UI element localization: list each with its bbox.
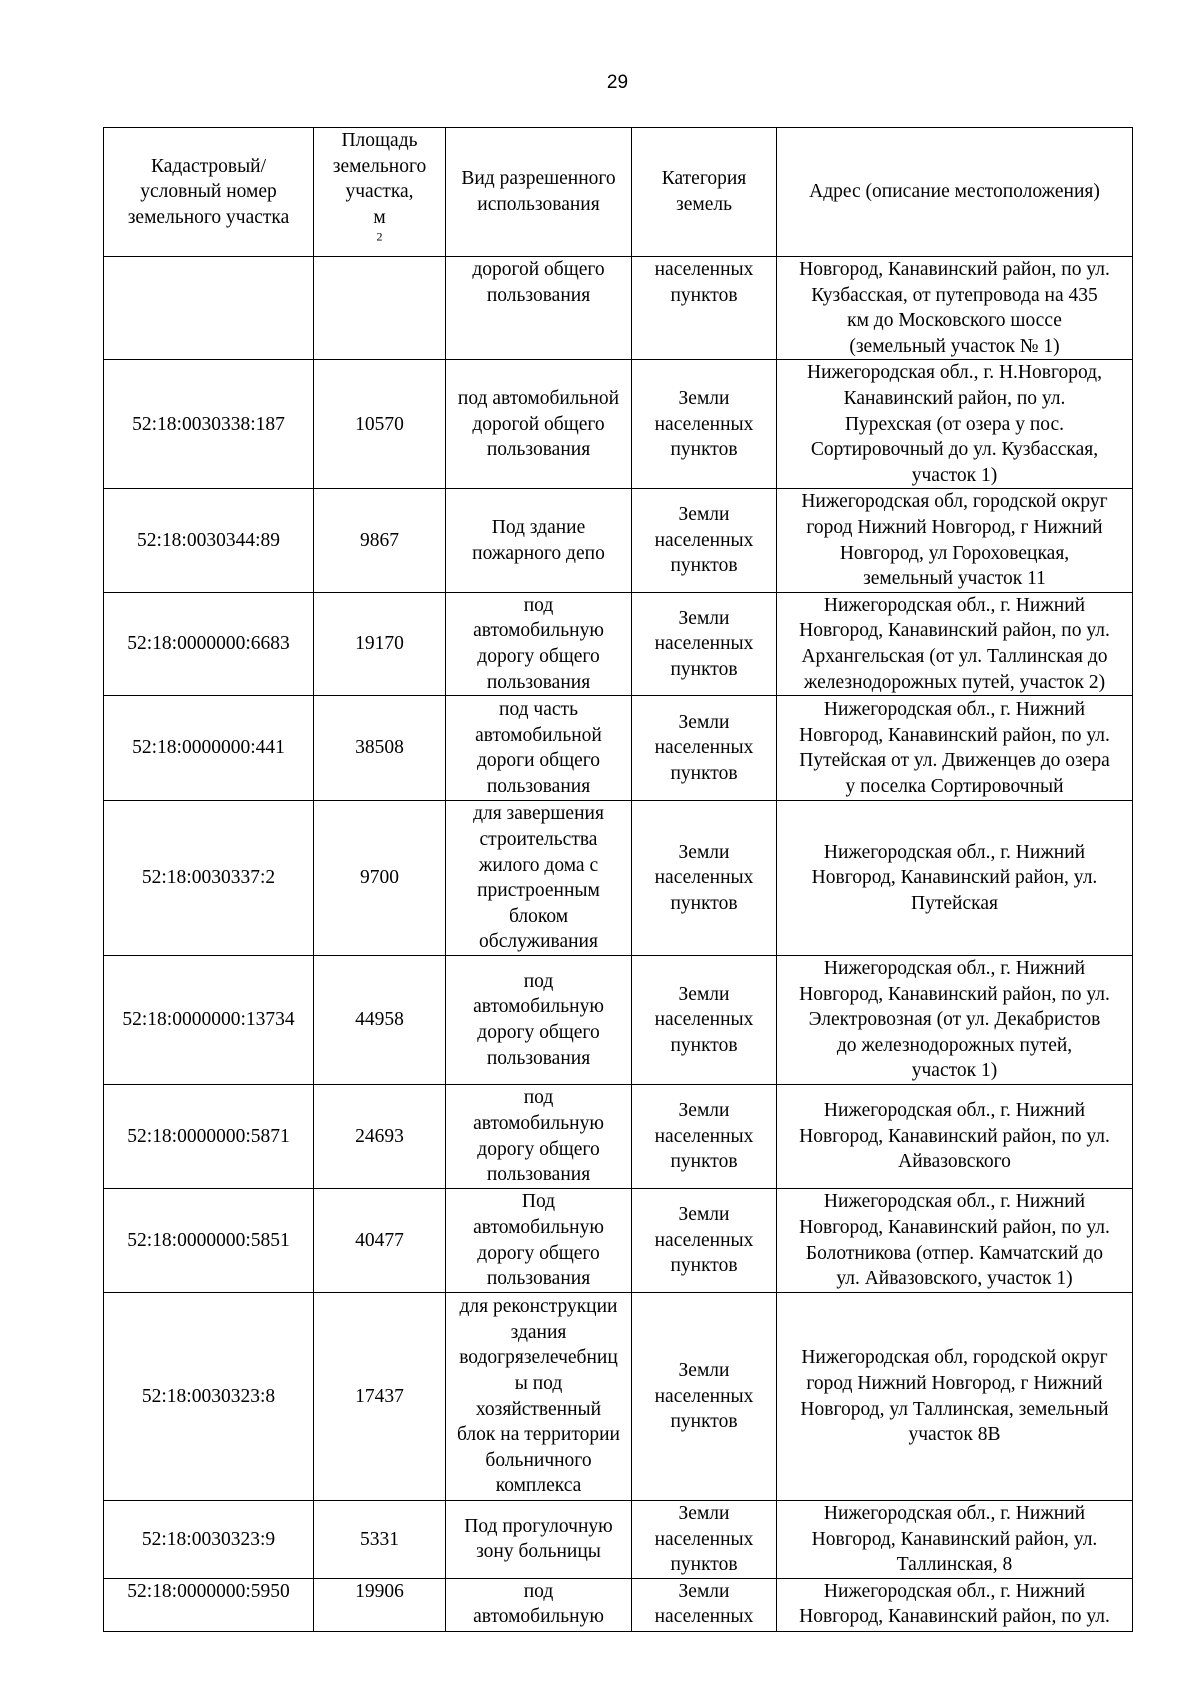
permitted-use-cell: под автомобильной дорогой общего пользования [446,360,632,489]
table-row [104,489,1133,592]
land-category-cell: населенных пунктов [632,256,777,359]
permitted-use-cell: под автомобильную дорогу общего пользования [446,956,632,1085]
address-cell: Нижегородская обл, городской округ город Нижний Новгород, г Нижний Новгород, ул Гороховецкая, земельный участок 11 [777,489,1133,592]
page-number: 29 [606,72,629,93]
cadastral-number-cell: 52:18:0000000:5871 [104,1085,314,1189]
land-category-cell: Земли населенных пунктов [632,592,777,695]
cadastral-number-cell: 52:18:0030323:8 [104,1293,314,1501]
cadastral-number-cell: 52:18:0030338:187 [104,360,314,489]
permitted-use-cell: под часть автомобильной дороги общего пользования [446,696,632,801]
cadastral-number-cell: 52:18:0030344:89 [104,489,314,592]
address-cell: Нижегородская обл., г. Нижний Новгород, Канавинский район, по ул. Архангельская (от ул. Таллинская до железнодорожных путей, участок 2) [777,592,1133,695]
land-category-cell: Земли населенных пунктов [632,956,777,1085]
table-row [104,1085,1133,1189]
cadastral-number-cell: 52:18:0000000:5851 [104,1189,314,1293]
table-row [104,956,1133,1085]
header-area: Площадь земельного участка, м $^2$ [314,128,446,257]
address-cell: Нижегородская обл., г. Нижний Новгород, Канавинский район, по ул. Путейская от ул. Движенцев до озера у поселка Сортировочный [777,696,1133,801]
address-cell: Нижегородская обл., г. Нижний Новгород, Канавинский район, ул. Путейская [777,801,1133,956]
table-row [104,696,1133,801]
cadastral-number-cell: 52:18:0030337:2 [104,801,314,956]
area-unit-superscript: 2 [376,229,383,244]
area-cell: 44958 [314,956,446,1085]
area-cell: 9867 [314,489,446,592]
area-cell: 24693 [314,1085,446,1189]
header-address: Адрес (описание местоположения) [777,128,1133,257]
table-row [104,1501,1133,1579]
table-row [104,592,1133,695]
land-plots-table [103,127,1133,1632]
land-category-cell: Земли населенных пунктов [632,1085,777,1189]
area-cell: 10570 [314,360,446,489]
table-row [104,1578,1133,1631]
permitted-use-cell: под автомобильную дорогу общего пользования [446,592,632,695]
address-cell: Нижегородская обл., г. Нижний Новгород, Канавинский район, ул. Таллинская, 8 [777,1501,1133,1579]
table-header-row [104,128,1133,257]
land-category-cell: Земли населенных пунктов [632,696,777,801]
land-category-cell: Земли населенных пунктов [632,801,777,956]
area-cell: 5331 [314,1501,446,1579]
land-category-cell: Земли населенных пунктов [632,1293,777,1501]
address-cell: Нижегородская обл, городской округ город Нижний Новгород, г Нижний Новгород, ул Таллинская, земельный участок 8В [777,1293,1133,1501]
permitted-use-cell: для реконструкции здания водогрязелечебниц ы под хозяйственный блок на территории больничного комплекса [446,1293,632,1501]
area-cell: 38508 [314,696,446,801]
table-row [104,360,1133,489]
area-cell [314,256,446,359]
area-cell: 19170 [314,592,446,695]
land-category-cell: Земли населенных [632,1578,777,1631]
permitted-use-cell: дорогой общего пользования [446,256,632,359]
land-category-cell: Земли населенных пунктов [632,1501,777,1579]
permitted-use-cell: под автомобильную [446,1578,632,1631]
address-cell: Нижегородская обл., г. Нижний Новгород, Канавинский район, по ул. [777,1578,1133,1631]
table-row [104,801,1133,956]
address-cell: Нижегородская обл., г. Н.Новгород, Канавинский район, по ул. Пурехская (от озера у пос. Сортировочный до ул. Кузбасская, участок 1) [777,360,1133,489]
land-category-cell: Земли населенных пунктов [632,489,777,592]
table-row [104,256,1133,359]
permitted-use-cell: для завершения строительства жилого дома с пристроенным блоком обслуживания [446,801,632,956]
area-cell: 17437 [314,1293,446,1501]
address-cell: Нижегородская обл., г. Нижний Новгород, Канавинский район, по ул. Айвазовского [777,1085,1133,1189]
permitted-use-cell: Под автомобильную дорогу общего пользования [446,1189,632,1293]
header-category: Категория земель [632,128,777,257]
cadastral-number-cell: 52:18:0000000:441 [104,696,314,801]
address-cell: Нижегородская обл., г. Нижний Новгород, Канавинский район, по ул. Болотникова (отпер. Камчатский до ул. Айвазовского, участок 1) [777,1189,1133,1293]
header-use: Вид разрешенного использования [446,128,632,257]
address-cell: Новгород, Канавинский район, по ул. Кузбасская, от путепровода на 435 км до Московского шоссе (земельный участок № 1) [777,256,1133,359]
permitted-use-cell: Под здание пожарного депо [446,489,632,592]
land-category-cell: Земли населенных пунктов [632,360,777,489]
permitted-use-cell: под автомобильную дорогу общего пользования [446,1085,632,1189]
header-cadastral: Кадастровый/ условный номер земельного участка [104,128,314,257]
land-category-cell: Земли населенных пунктов [632,1189,777,1293]
permitted-use-cell: Под прогулочную зону больницы [446,1501,632,1579]
cadastral-number-cell: 52:18:0000000:6683 [104,592,314,695]
cadastral-number-cell: 52:18:0030323:9 [104,1501,314,1579]
address-cell: Нижегородская обл., г. Нижний Новгород, Канавинский район, по ул. Электровозная (от ул. Декабристов до железнодорожных путей, участок 1) [777,956,1133,1085]
table-row [104,1293,1133,1501]
cadastral-number-cell: 52:18:0000000:5950 [104,1578,314,1631]
area-cell: 9700 [314,801,446,956]
table-row [104,1189,1133,1293]
area-cell: 19906 [314,1578,446,1631]
cadastral-number-cell [104,256,314,359]
cadastral-number-cell: 52:18:0000000:13734 [104,956,314,1085]
area-cell: 40477 [314,1189,446,1293]
